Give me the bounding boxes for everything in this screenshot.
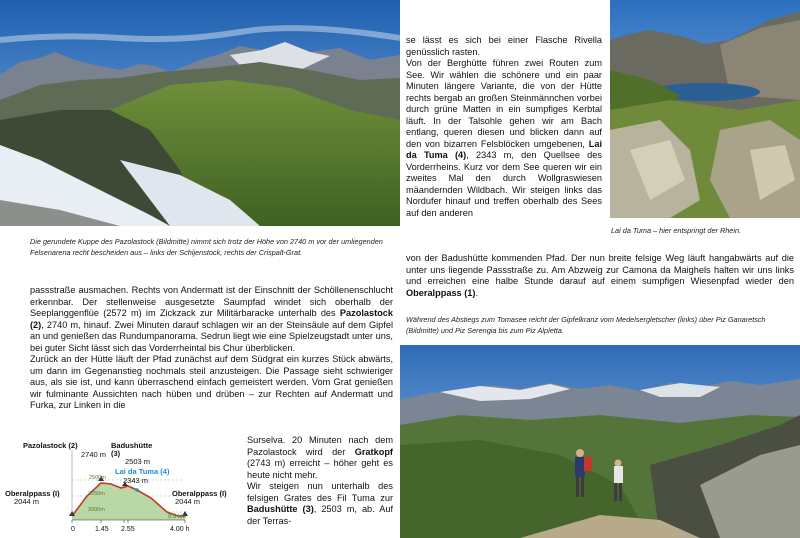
text-run: se lässt es sich bei einer Flasche Rivella genüsslich rasten.: [406, 35, 602, 57]
text-run: (2743 m) erreicht – höher geht es heute nicht mehr.: [247, 458, 393, 480]
bold-place-name: Oberalppass (1): [406, 287, 476, 298]
left-para-4: [247, 481, 393, 527]
right-para-3: [406, 253, 794, 299]
profile-label-start: Oberalppass (I): [5, 489, 60, 498]
caption-abstieg: Während des Abstiegs zum Tomasee reicht der Gipfelkranz vom Medelsergletscher (links) über Piz Ganaretsch (Bildmitte) und Piz Serengia bis zum Piz Alpletta.: [406, 315, 766, 335]
bold-place-name: Gratkopf: [354, 446, 393, 457]
text-run: , 2740 m, hinauf. Zwei Minuten darauf schlagen wir an der Steinsäule auf dem Gipfel an und genießen das Rundumpanorama. Sedrun liegt wie eine Spielzeugstadt unter uns, bei guter Sicht lässt sich das Vorderrheintal bis Chur überblicken.: [30, 319, 393, 353]
caption-pazolastock: Die gerundete Kuppe des Pazolastock (Bildmitte) nimmt sich trotz der Höhe von 2740 m vor der umliegenden Felsenarena recht bescheiden aus – links der Schijenstock, rechts der Crispalt-Grat.: [30, 237, 383, 257]
right-para-1: [406, 35, 602, 58]
grid-label-2250: 2250m: [88, 491, 105, 497]
lake-marker-lai-da-tuma: [135, 488, 139, 492]
right-para-2: [406, 58, 602, 219]
left-text-upper: [30, 285, 393, 412]
profile-label-badushuette-num: (3): [111, 449, 121, 458]
profile-label-end: Oberalppass (I): [172, 489, 227, 498]
right-text-wide: [406, 253, 794, 299]
text-run: Surselva. 20 Minuten nach dem Pazolastock wird der: [247, 435, 393, 457]
left-para-1: [30, 285, 393, 354]
caption-lai-da-tuma: Lai da Tuma – hier entspringt der Rhein.: [611, 226, 742, 235]
grid-label-2000: 2000m: [88, 507, 105, 513]
text-run: .: [475, 287, 479, 298]
profile-alt-start: 2044 m: [14, 497, 40, 506]
bold-place-name: Pazolastock (2): [30, 308, 393, 330]
photo-lai-da-tuma: [610, 0, 800, 218]
profile-alt-badushuette: 2503 m: [125, 457, 151, 466]
photo-hikers-descent: [400, 345, 800, 538]
profile-ticks: [72, 520, 185, 523]
bold-place-name: Badushütte (3): [247, 504, 314, 514]
left-para-2: [30, 354, 393, 412]
text-run: , 2503 m, ab. Auf der Terras-: [247, 504, 394, 526]
profile-time-end: 4.00 h: [170, 526, 190, 533]
profile-label-pazolastock: Pazolastock (2): [23, 441, 78, 450]
profile-label-badushuette: Badushütte: [111, 441, 153, 450]
profile-time-badushuette: 2.55: [121, 526, 135, 533]
profile-distance: 9.9 km: [168, 514, 187, 520]
text-run: , 2343 m, den Quellsee des Vorderrheins. Kurz vor dem See queren wir ein zweites Mal den durch Wollgraswiesen mäandernden Wildbach. Wir steigen links das Nordufer hinauf und treffen oberhalb des Sees auf den anderen: [406, 150, 602, 218]
profile-label-lai-da-tuma: Lai da Tuma (4): [115, 467, 170, 476]
right-text-narrow: [406, 35, 602, 219]
profile-time-start: 0: [71, 526, 75, 533]
profile-alt-pazolastock: 2740 m: [81, 450, 107, 459]
profile-time-pazolastock: 1.45: [95, 526, 109, 533]
left-text-lower: [247, 435, 393, 527]
left-para-3: [247, 435, 393, 481]
elevation-profile: [5, 436, 237, 536]
photo-pazolastock-panorama: [0, 0, 400, 226]
text-run: von der Badushütte kommenden Pfad. Der nun breite felsige Weg läuft hangabwärts auf die unter uns liegende Passstraße zu. Am Abzweig zur Camona da Maighels halten wir uns links und erreichen eine halbe Stunde darauf auf einem sumpfigen Wiesenpfad wieder den: [406, 253, 794, 286]
profile-alt-end: 2044 m: [175, 497, 201, 506]
bold-place-name: Lai da Tuma (4): [406, 138, 602, 160]
text-run: Zurück an der Hütte läuft der Pfad zunächst auf dem Südgrat ein kurzes Stück abwärts, um dann im Gegenanstieg nochmals steil anzusteigen. Die Passage sieht schwieriger aus, als sie ist, und kann überraschend einfach gemeistert werden. Vom Grat genießen wir fulminante Aussichten nach hüben und drüben – zur Rechten auf Andermatt und Furka, zur Linken in die: [30, 354, 393, 410]
profile-alt-lai-da-tuma: 2343 m: [123, 476, 149, 485]
grid-label-2500: 2500m: [89, 475, 106, 481]
text-run: Von der Berghütte führen zwei Routen zum See. Wir wählen die schönere und ein paar Minuten längere Variante, die von der Hütte rechts bergab an großen Steinmännchen vorbei durch grüne Matten in ein sumpfiges Kerbtal läuft. In der Talsohle gehen wir am Bach entlang, queren diesen und blicken dann auf den von bizarren Felsblöcken umgebenen,: [406, 58, 602, 149]
text-run: Wir steigen nun unterhalb des felsigen Grates des Fil Tuma zur: [247, 481, 393, 503]
text-run: passstraße ausmachen. Rechts von Andermatt ist der Einschnitt der Schöllenenschlucht erkennbar. Der stellenweise ausgesetzte Saumpfad windet sich oberhalb der Seeplanggenflüe (2572 m) im Zickzack zur Militärbaracke unterhalb des: [30, 285, 393, 318]
